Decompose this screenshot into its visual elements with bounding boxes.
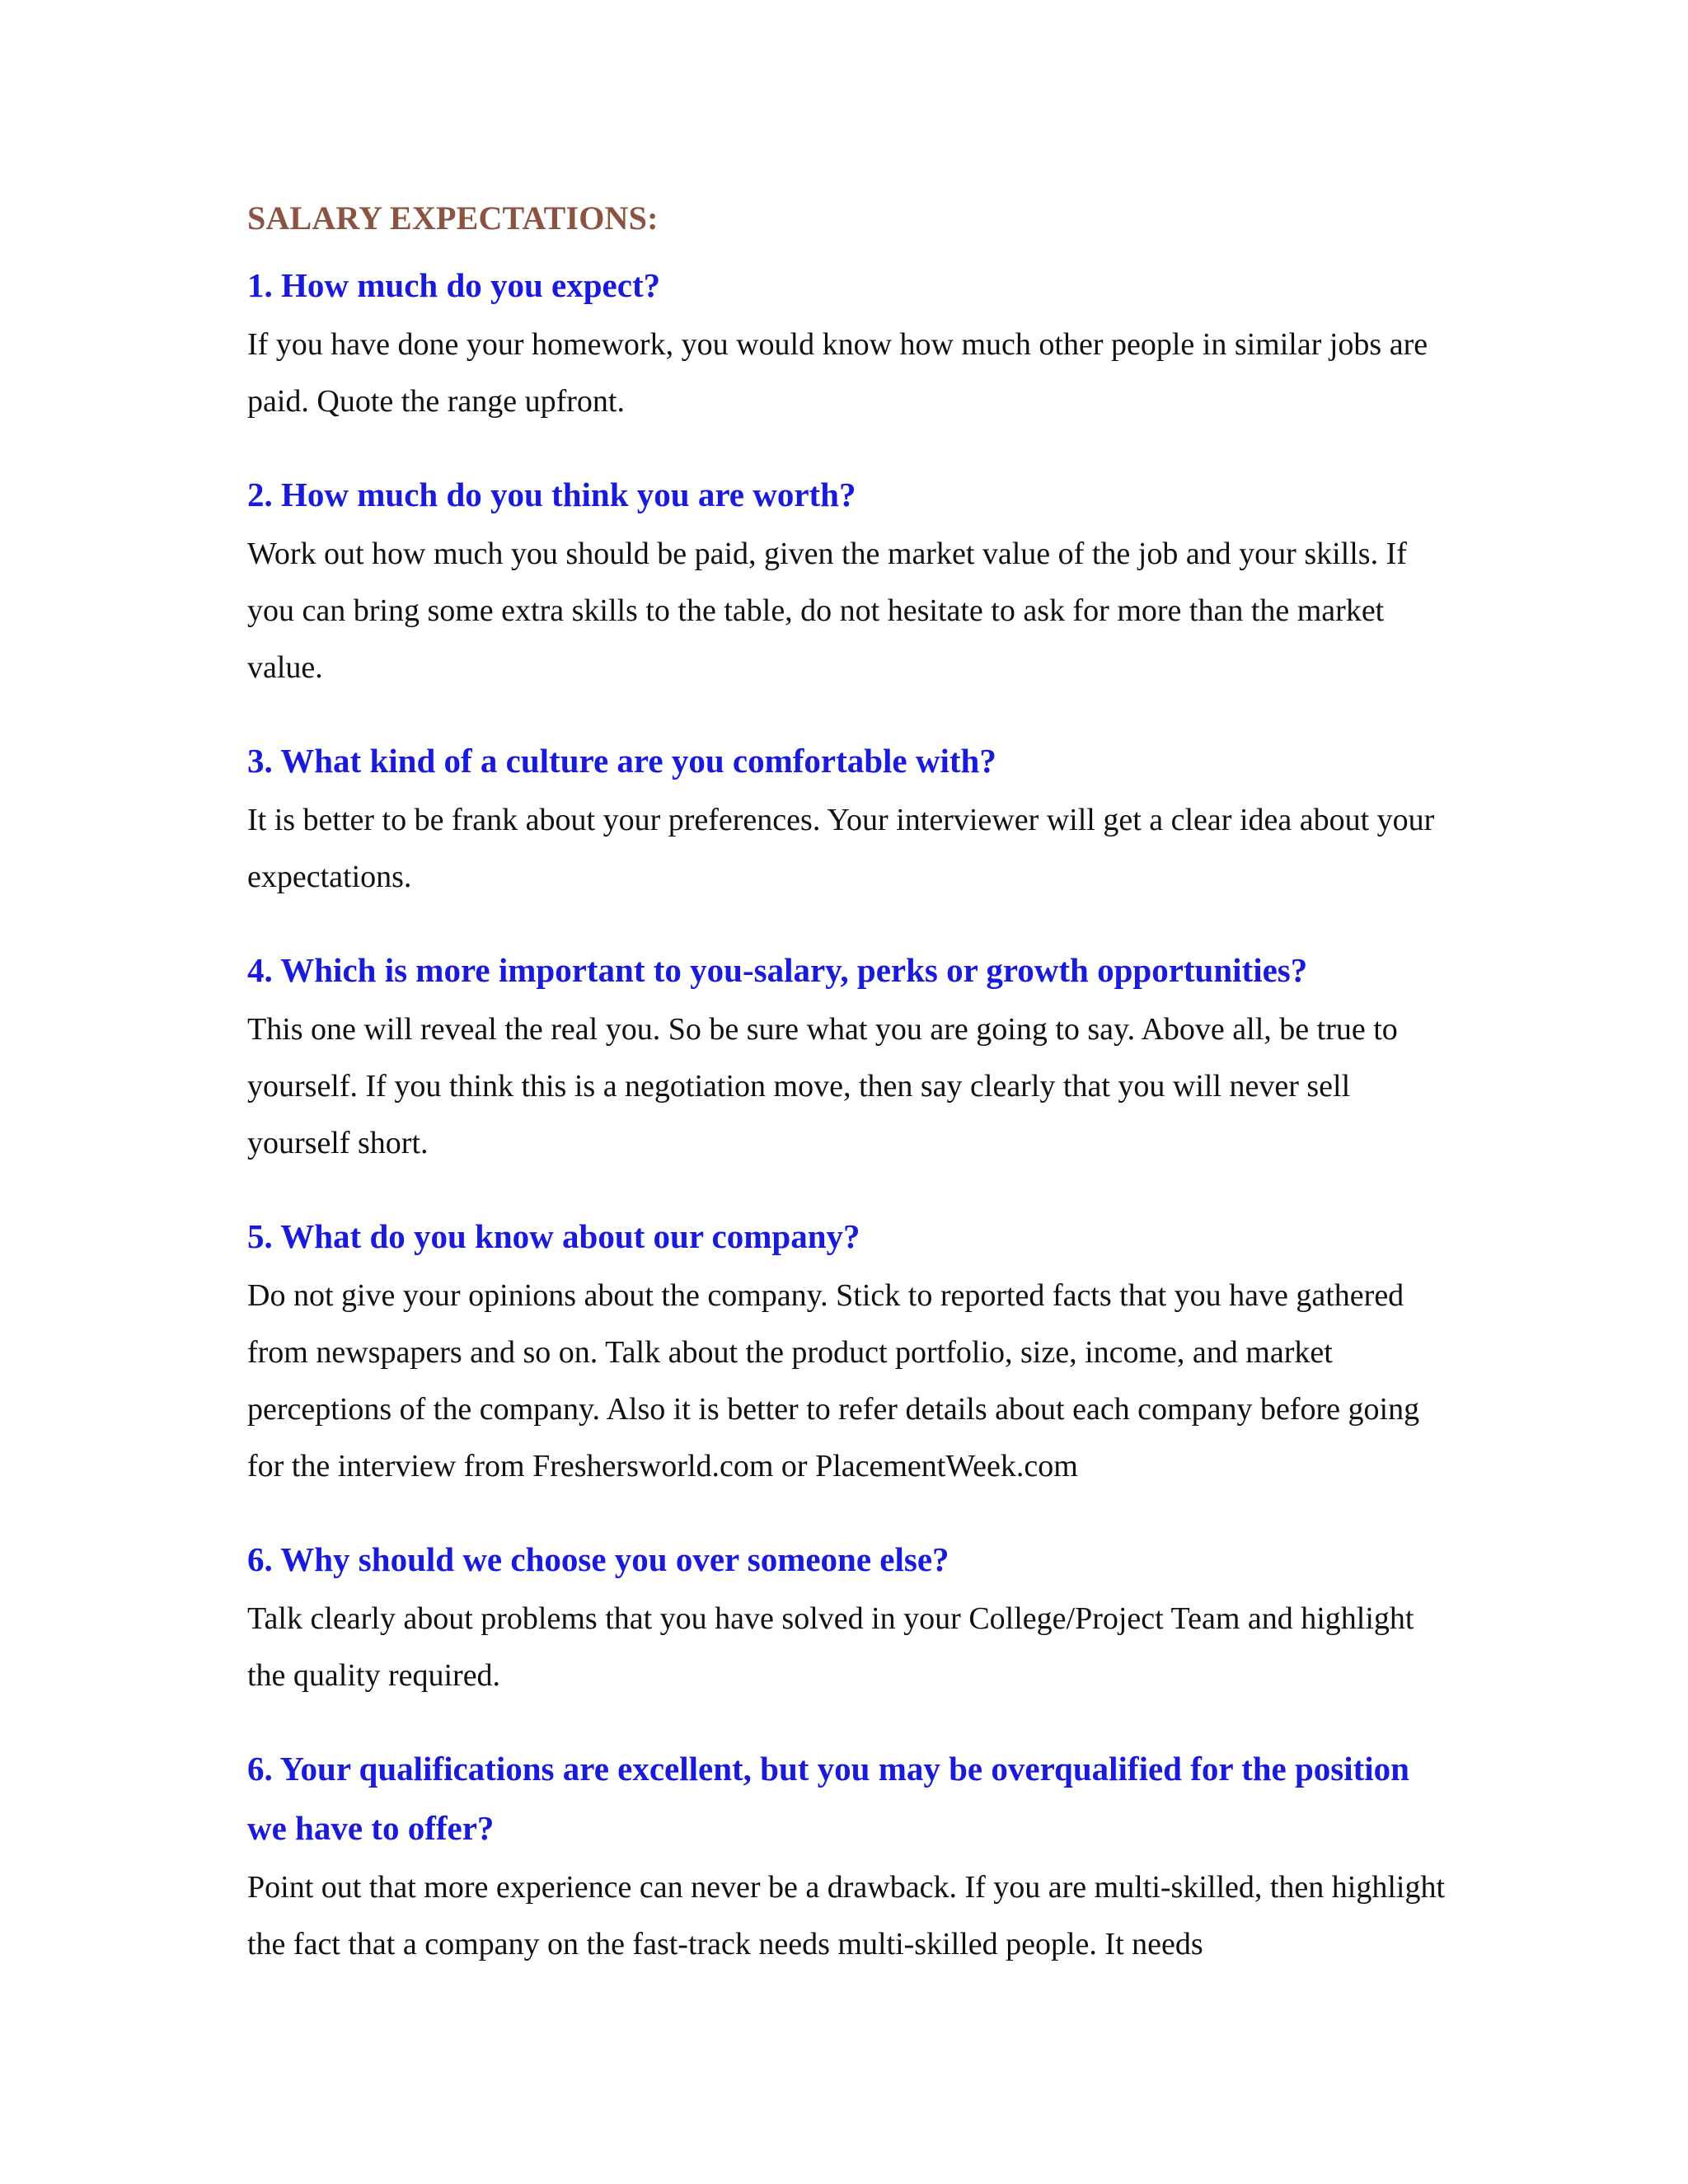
qa-item-4 xyxy=(247,940,1451,1172)
qa-item-7 xyxy=(247,1739,1451,1973)
answer-paragraph: It is better to be frank about your preferences. Your interviewer will get a clear idea about your expectations. xyxy=(247,803,1435,894)
qa-item-1 xyxy=(247,255,1451,430)
answer-paragraph: If you have done your homework, you would know how much other people in similar jobs are paid. Quote the range upfront. xyxy=(247,327,1428,419)
question-heading: 2. How much do you think you are worth? xyxy=(247,476,856,513)
question-heading: 3. What kind of a culture are you comfortable with? xyxy=(247,742,996,780)
question-heading: 1. How much do you expect? xyxy=(247,266,661,304)
answer-paragraph: Point out that more experience can never be a drawback. If you are multi-skilled, then highlight the fact that a company on the fast-track needs multi-skilled people. It needs xyxy=(247,1870,1446,1961)
answer-paragraph: Work out how much you should be paid, given the market value of the job and your skills. If you can bring some extra skills to the table, do not hesitate to ask for more than the market value. xyxy=(247,537,1407,685)
question-heading: 6. Your qualifications are excellent, but you may be overqualified for the position we have to offer? xyxy=(247,1750,1409,1847)
qa-item-5 xyxy=(247,1207,1451,1495)
answer-paragraph: Do not give your opinions about the company. Stick to reported facts that you have gathered from newspapers and so on. Talk about the product portfolio, size, income, and market perceptions of the company. Also it is better to refer details about each company before going for the interview from Freshersworld.com or PlacementWeek.com xyxy=(247,1278,1420,1483)
question-heading: 5. What do you know about our company? xyxy=(247,1217,860,1255)
question-heading: 4. Which is more important to you-salary, perks or growth opportunities? xyxy=(247,951,1308,989)
answer-paragraph: Talk clearly about problems that you have solved in your College/Project Team and highlight the quality required. xyxy=(247,1601,1414,1693)
qa-item-3 xyxy=(247,731,1451,906)
section-title: SALARY EXPECTATIONS: xyxy=(247,199,659,237)
question-heading: 6. Why should we choose you over someone else? xyxy=(247,1540,950,1578)
document-content xyxy=(247,194,1451,1973)
answer-paragraph: This one will reveal the real you. So be sure what you are going to say. Above all, be true to yourself. If you think this is a negotiation move, then say clearly that you will never sell yourself short. xyxy=(247,1012,1398,1160)
qa-item-2 xyxy=(247,465,1451,696)
qa-item-6 xyxy=(247,1530,1451,1704)
